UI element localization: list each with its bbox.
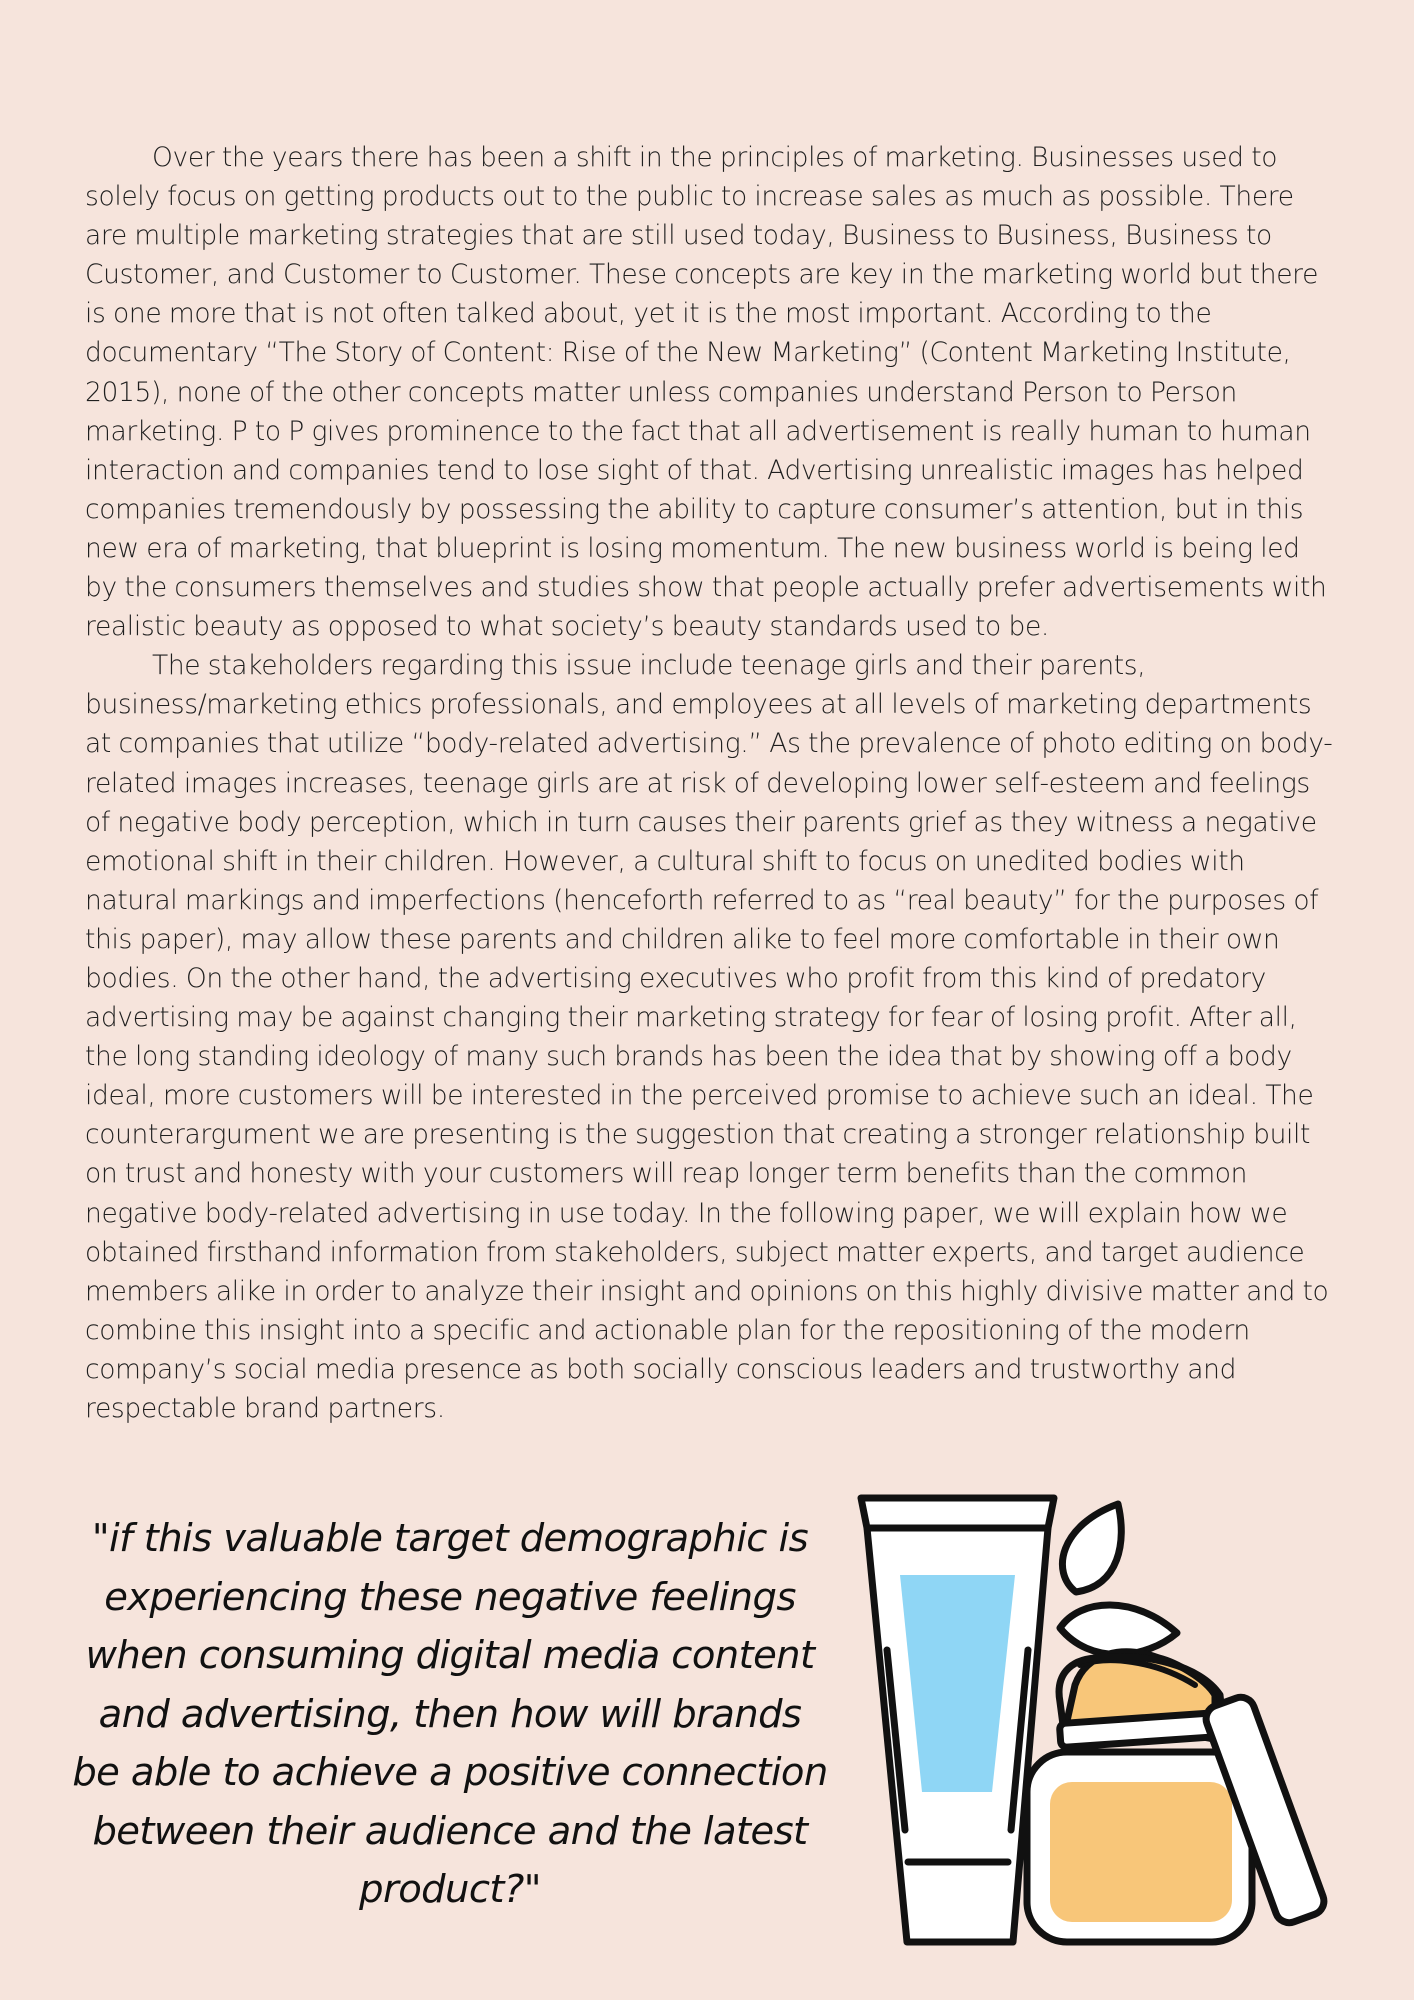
paragraph-2: The stakeholders regarding this issue include teenage girls and their parents, business/marketing ethics professionals, and employees at all levels of marketing departments at companies that utilize “body-related advertising.” As the prevalence of photo editing on body-related images increases, teenage girls are at risk of developing lower self-esteem and feelings of negative body perception, which in turn causes their parents grief as they witness a negative emotional shift in their children. However, a cultural shift to focus on unedited bodies with natural markings and imperfections (henceforth referred to as “real beauty” for the purposes of this paper), may allow these parents and children alike to feel more comfortable in their own bodies. On the other hand, the advertising executives who profit from this kind of predatory advertising may be against changing their marketing strategy for fear of losing profit. After all, the long standing ideology of many such brands has been the idea that by showing off a body ideal, more customers will be interested in the perceived promise to achieve such an ideal. The counterargument we are presenting is the suggestion that creating a stronger relationship built on trust and honesty with your customers will reap longer term benefits than the common negative body-related advertising in use today. In the following paper, we will explain how we obtained firsthand information from stakeholders, subject matter experts, and target audience members alike in order to analyze their insight and opinions on this highly divisive matter and to combine this insight into a specific and actionable plan for the repositioning of the modern company’s social media presence as both socially conscious leaders and trustworthy and respectable brand partners. [85,650,1333,1424]
leaf-icon [1060,1504,1177,1655]
jar-fill [1050,1782,1232,1922]
paragraph-1: Over the years there has been a shift in the principles of marketing. Businesses used to solely focus on getting products out to the public to increase sales as much as possible. There are multiple marketing strategies that are still used today, Business to Business, Business to Customer, and Customer to Customer. These concepts are key in the marketing world but there is one more that is not often talked about, yet it is the most important. According to the documentary “The Story of Content: Rise of the New Marketing” (Content Marketing Institute, 2015), none of the other concepts matter unless companies understand Person to Person marketing. P to P gives prominence to the fact that all advertisement is really human to human interaction and companies tend to lose sight of that. Advertising unrealistic images has helped companies tremendously by possessing the ability to capture consumer’s attention, but in this new era of marketing, that blueprint is losing momentum. The new business world is being led by the consumers themselves and studies show that people actually prefer advertisements with realistic beauty as opposed to what society’s beauty standards used to be. [85,142,1327,643]
cream-jar-icon [1027,1652,1328,1942]
skincare-products-illustration [855,1490,1335,1950]
pull-quote: "if this valuable target demographic is experiencing these negative feelings when consuming digital media content and advertising, then how will brands be able to achieve a positive connection between their audience and the latest product?" [72,1516,828,1912]
article-body [85,138,1337,1428]
